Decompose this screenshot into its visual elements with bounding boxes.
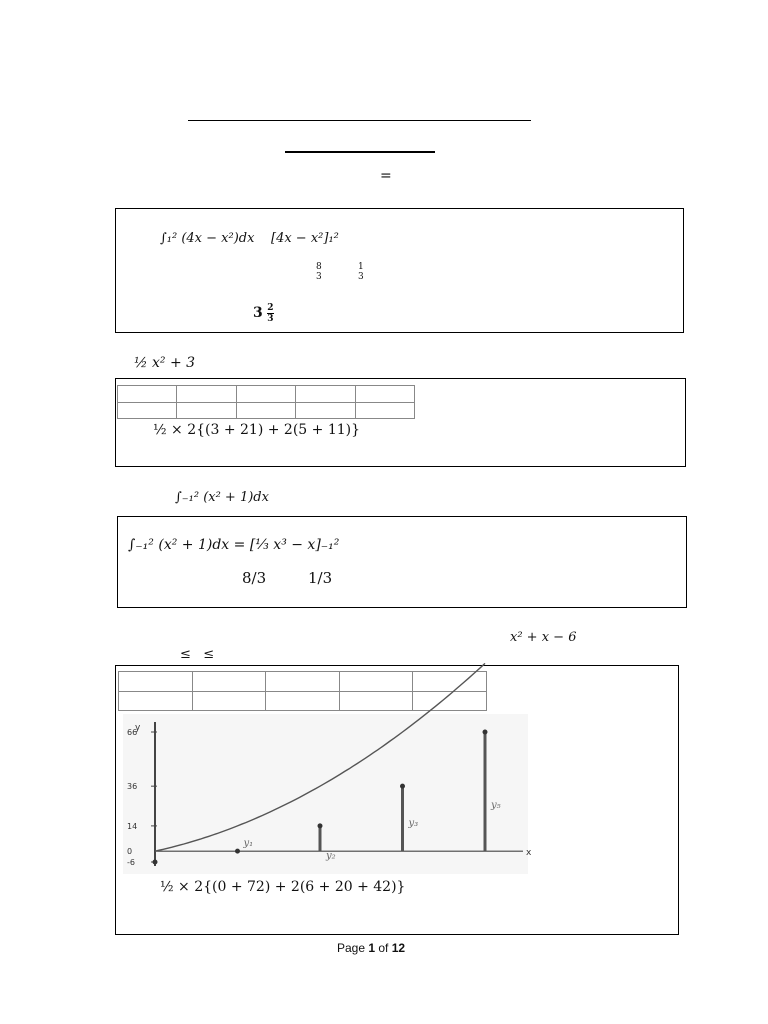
q2-trapezium-expression: ½ × 2{(3 + 21) + 2(5 + 11)}: [153, 422, 361, 438]
answer-box-4: [115, 665, 679, 935]
page-number: [337, 941, 405, 955]
box1-result-denominator: 3: [267, 314, 274, 324]
box1-integral: ∫₁² (4x − x²)dx: [160, 231, 255, 246]
q3-fraction-b: 1/3: [308, 569, 333, 587]
box1-fraction-a: [316, 262, 322, 282]
box1-frac-a-denominator: 3: [316, 272, 322, 282]
y-tick-label-zero: 0: [127, 847, 133, 857]
y-tick-label: 14: [127, 821, 138, 831]
ordinate-label: y₅: [491, 799, 501, 811]
data-point: [483, 730, 488, 735]
q4-inequality-signs: ≤ ≤: [180, 647, 215, 662]
table-row: [118, 386, 415, 403]
x-axis-label: x: [526, 848, 532, 859]
data-point: [153, 860, 158, 865]
box1-bracket: [4x − x²]₁²: [271, 231, 339, 246]
box1-result: [253, 303, 274, 324]
q3-fraction-a: 8/3: [242, 569, 267, 587]
table-row: [119, 691, 487, 711]
q4-value-table: [118, 671, 487, 711]
page-prefix: Page: [337, 941, 369, 955]
ordinate-label: y₃: [408, 817, 419, 829]
answer-box-1: [115, 208, 684, 333]
box1-frac-b-numerator: 1: [358, 262, 364, 272]
page-total: 12: [391, 941, 406, 955]
answer-box-2: [115, 378, 686, 467]
box1-result-whole: 3: [253, 305, 263, 321]
data-point: [235, 849, 240, 854]
page-current: 1: [368, 941, 376, 955]
answer-box-3: [117, 516, 687, 608]
trapezium-graph: [123, 714, 532, 874]
title-underline: [188, 120, 531, 121]
table-row: [119, 672, 487, 692]
subtitle-underline: [285, 151, 435, 153]
data-point: [318, 823, 323, 828]
y-axis-label: y: [135, 723, 141, 733]
ordinate-label: y₂: [326, 850, 336, 862]
q4-trapezium-expression: ½ × 2{(0 + 72) + 2(6 + 20 + 42)}: [160, 879, 406, 895]
q3-integral-expression: ∫₋₁² (x² + 1)dx = [⅓ x³ − x]₋₁²: [128, 537, 340, 553]
y-tick-label: -6: [127, 858, 135, 867]
ordinate-label: y₁: [243, 837, 254, 849]
q4-function-label: x² + x − 6: [510, 630, 577, 645]
box1-frac-b-denominator: 3: [358, 272, 364, 282]
box1-frac-a-numerator: 8: [316, 262, 322, 272]
header-equals: =: [380, 168, 392, 184]
y-tick-label: 36: [127, 782, 138, 792]
q3-integral-label: ∫₋₁² (x² + 1)dx: [175, 490, 269, 505]
box1-result-numerator: 2: [267, 303, 274, 313]
q2-function-label: ½ x² + 3: [134, 355, 196, 371]
q2-value-table: [117, 385, 415, 419]
data-point: [400, 784, 405, 789]
box1-fraction-b: [358, 262, 364, 282]
table-row: [118, 402, 415, 419]
page-separator: of: [375, 941, 392, 955]
y-tick-label: 66: [127, 728, 138, 737]
